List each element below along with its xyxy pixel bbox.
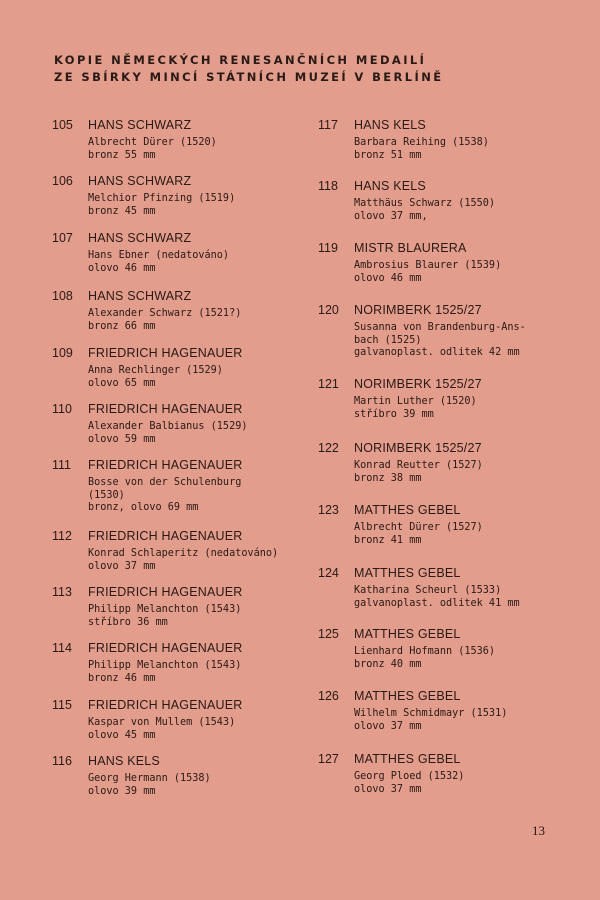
entry-detail-line: Albrecht Dürer (1520) [88,137,217,148]
entry-details [88,193,318,218]
entry-number: 108 [52,289,73,303]
entry-number: 120 [318,303,339,317]
entry-artist: FRIEDRICH HAGENAUER [88,585,243,599]
catalog-entry [52,117,307,172]
entry-number: 113 [52,585,72,599]
entry-artist: MISTR BLAURERA [354,241,467,255]
catalog-entry [52,345,307,400]
entry-number: 106 [52,174,73,188]
entry-number: 107 [52,231,73,245]
entry-details [354,771,584,796]
entry-number: 127 [318,752,339,766]
entry-detail-line: olovo 37 mm [88,560,156,572]
entry-detail-line: Susanna von Brandenburg-Ans- [354,322,526,333]
catalog-entry [318,302,588,362]
entry-number: 109 [52,346,73,360]
entry-detail-line: Kaspar von Mullem (1543) [88,717,236,728]
entry-artist: HANS KELS [354,179,426,193]
entry-details [354,137,584,162]
entry-detail-line: Georg Hermann (1538) [88,773,211,784]
page-heading [54,52,554,86]
entry-detail-line: Katharina Scheurl (1533) [354,585,502,596]
page-number: 13 [532,823,545,838]
entry-artist: NORIMBERK 1525/27 [354,441,482,455]
entry-detail-line: Konrad Reutter (1527) [354,460,483,471]
entry-artist: HANS SCHWARZ [88,289,192,303]
entry-detail-line: Anna Rechlinger (1529) [88,365,223,376]
catalog-entry [318,751,588,811]
entry-details [88,308,318,333]
entry-number: 116 [52,754,72,768]
entry-detail-line: galvanoplast. odlitek 41 mm [354,597,520,609]
catalog-entry [52,230,307,285]
entry-detail-line: Konrad Schlaperitz (nedatováno) [88,548,279,559]
entry-detail-line: Wilhelm Schmidmayr (1531) [354,708,508,719]
entry-detail-line: Bosse von der Schulenburg [88,477,242,488]
entry-number: 115 [52,698,72,712]
entry-detail-line: bronz 55 mm [88,149,156,161]
entry-detail-line: bronz 41 mm [354,534,422,546]
catalog-entry [52,753,307,808]
entry-artist: NORIMBERK 1525/27 [354,303,482,317]
entry-detail-line: Ambrosius Blaurer (1539) [354,260,502,271]
catalog-entry [52,457,307,512]
entry-detail-line: olovo 39 mm [88,785,156,797]
entry-detail-line: bronz 46 mm [88,672,156,684]
entry-artist: FRIEDRICH HAGENAUER [88,698,243,712]
entry-artist: MATTHES GEBEL [354,689,461,703]
catalog-entry [318,117,588,177]
entry-details [354,522,584,547]
entry-number: 123 [318,503,339,517]
entry-artist: FRIEDRICH HAGENAUER [88,402,243,416]
entry-detail-line: Matthäus Schwarz (1550) [354,198,496,209]
entry-details [88,365,318,390]
entry-detail-line: olovo 45 mm [88,729,156,741]
entry-number: 110 [52,402,72,416]
entry-number: 126 [318,689,339,703]
entry-artist: MATTHES GEBEL [354,752,461,766]
entry-details [88,717,318,742]
entry-detail-line: (1530) [88,489,125,501]
entry-detail-line: Hans Ebner (nedatováno) [88,250,230,261]
catalog-entry [318,240,588,300]
entry-details [88,660,318,685]
entry-details [88,421,318,446]
entry-artist: FRIEDRICH HAGENAUER [88,458,243,472]
entry-artist: HANS SCHWARZ [88,118,192,132]
entry-details [88,604,318,629]
entry-detail-line: bach (1525) [354,334,422,346]
catalog-entry [318,376,588,436]
entry-detail-line: Albrecht Dürer (1527) [354,522,483,533]
catalog-entry [52,640,307,695]
entry-detail-line: olovo 37 mm, [354,210,428,222]
entry-artist: HANS SCHWARZ [88,231,192,245]
catalog-entry [318,688,588,748]
entry-number: 121 [318,377,339,391]
entry-detail-line: Melchior Pfinzing (1519) [88,193,236,204]
entry-artist: MATTHES GEBEL [354,566,461,580]
entry-details [354,396,584,421]
catalog-entry [318,502,588,562]
entry-detail-line: stříbro 39 mm [354,408,434,420]
entry-artist: HANS SCHWARZ [88,174,192,188]
catalog-entry [52,528,307,583]
catalog-entry [52,697,307,752]
entry-detail-line: Philipp Melanchton (1543) [88,660,242,671]
entry-number: 124 [318,566,339,580]
entry-artist: HANS KELS [88,754,160,768]
entry-details [354,322,584,360]
entry-artist: FRIEDRICH HAGENAUER [88,346,243,360]
entry-artist: HANS KELS [354,118,426,132]
catalog-entry [52,401,307,456]
catalog-entry [318,565,588,625]
entry-detail-line: galvanoplast. odlitek 42 mm [354,347,520,358]
entry-detail-line: bronz 38 mm [354,472,422,484]
entry-artist: FRIEDRICH HAGENAUER [88,529,243,543]
entry-number: 119 [318,241,338,255]
entry-details [354,585,584,610]
entry-detail-line: olovo 46 mm [354,272,422,284]
catalog-entry [52,288,307,343]
catalog-entry [318,440,588,500]
heading-line-2: ZE SBÍRKY MINCÍ STÁTNÍCH MUZEÍ V BERLÍNĚ [54,70,444,84]
entry-detail-line: Lienhard Hofmann (1536) [354,646,496,657]
entry-details [88,548,318,573]
entry-detail-line: bronz 51 mm [354,149,422,161]
entry-detail-line: olovo 65 mm [88,377,156,389]
entry-detail-line: olovo 59 mm [88,433,156,445]
heading-line-1: KOPIE NĚMECKÝCH RENESANČNÍCH MEDAILÍ [54,53,427,67]
entry-detail-line: Alexander Balbianus (1529) [88,421,248,432]
entry-number: 125 [318,627,339,641]
entry-details [354,460,584,485]
entry-detail-line: olovo 37 mm [354,720,422,732]
entry-number: 105 [52,118,73,132]
entry-detail-line: bronz 40 mm [354,658,422,670]
entry-artist: MATTHES GEBEL [354,627,461,641]
catalog-entry [52,173,307,228]
entry-details [354,198,584,223]
entry-number: 117 [318,118,338,132]
entry-detail-line: olovo 37 mm [354,783,422,795]
entry-details [88,773,318,798]
entry-details [88,137,318,162]
entry-detail-line: Georg Ploed (1532) [354,771,465,782]
entry-artist: MATTHES GEBEL [354,503,461,517]
entry-number: 118 [318,179,338,193]
entry-number: 122 [318,441,339,455]
entry-details [88,250,318,275]
entry-number: 114 [52,641,72,655]
entry-detail-line: Barbara Reihing (1538) [354,137,489,148]
entry-detail-line: Philipp Melanchton (1543) [88,604,242,615]
entry-detail-line: bronz, olovo 69 mm [88,502,199,513]
catalog-entry [318,178,588,238]
entry-detail-line: olovo 46 mm [88,262,156,274]
entry-detail-line: Martin Luther (1520) [354,396,477,407]
entry-details [354,646,584,671]
entry-detail-line: Alexander Schwarz (1521?) [88,308,242,319]
entry-artist: FRIEDRICH HAGENAUER [88,641,243,655]
entry-details [88,477,318,515]
entry-detail-line: bronz 66 mm [88,320,156,332]
entry-number: 112 [52,529,72,543]
catalog-entry [318,626,588,686]
entry-number: 111 [52,458,72,472]
entry-details [354,708,584,733]
entry-details [354,260,584,285]
catalog-entry [52,584,307,639]
entry-artist: NORIMBERK 1525/27 [354,377,482,391]
entry-detail-line: stříbro 36 mm [88,616,168,628]
entry-detail-line: bronz 45 mm [88,205,156,217]
